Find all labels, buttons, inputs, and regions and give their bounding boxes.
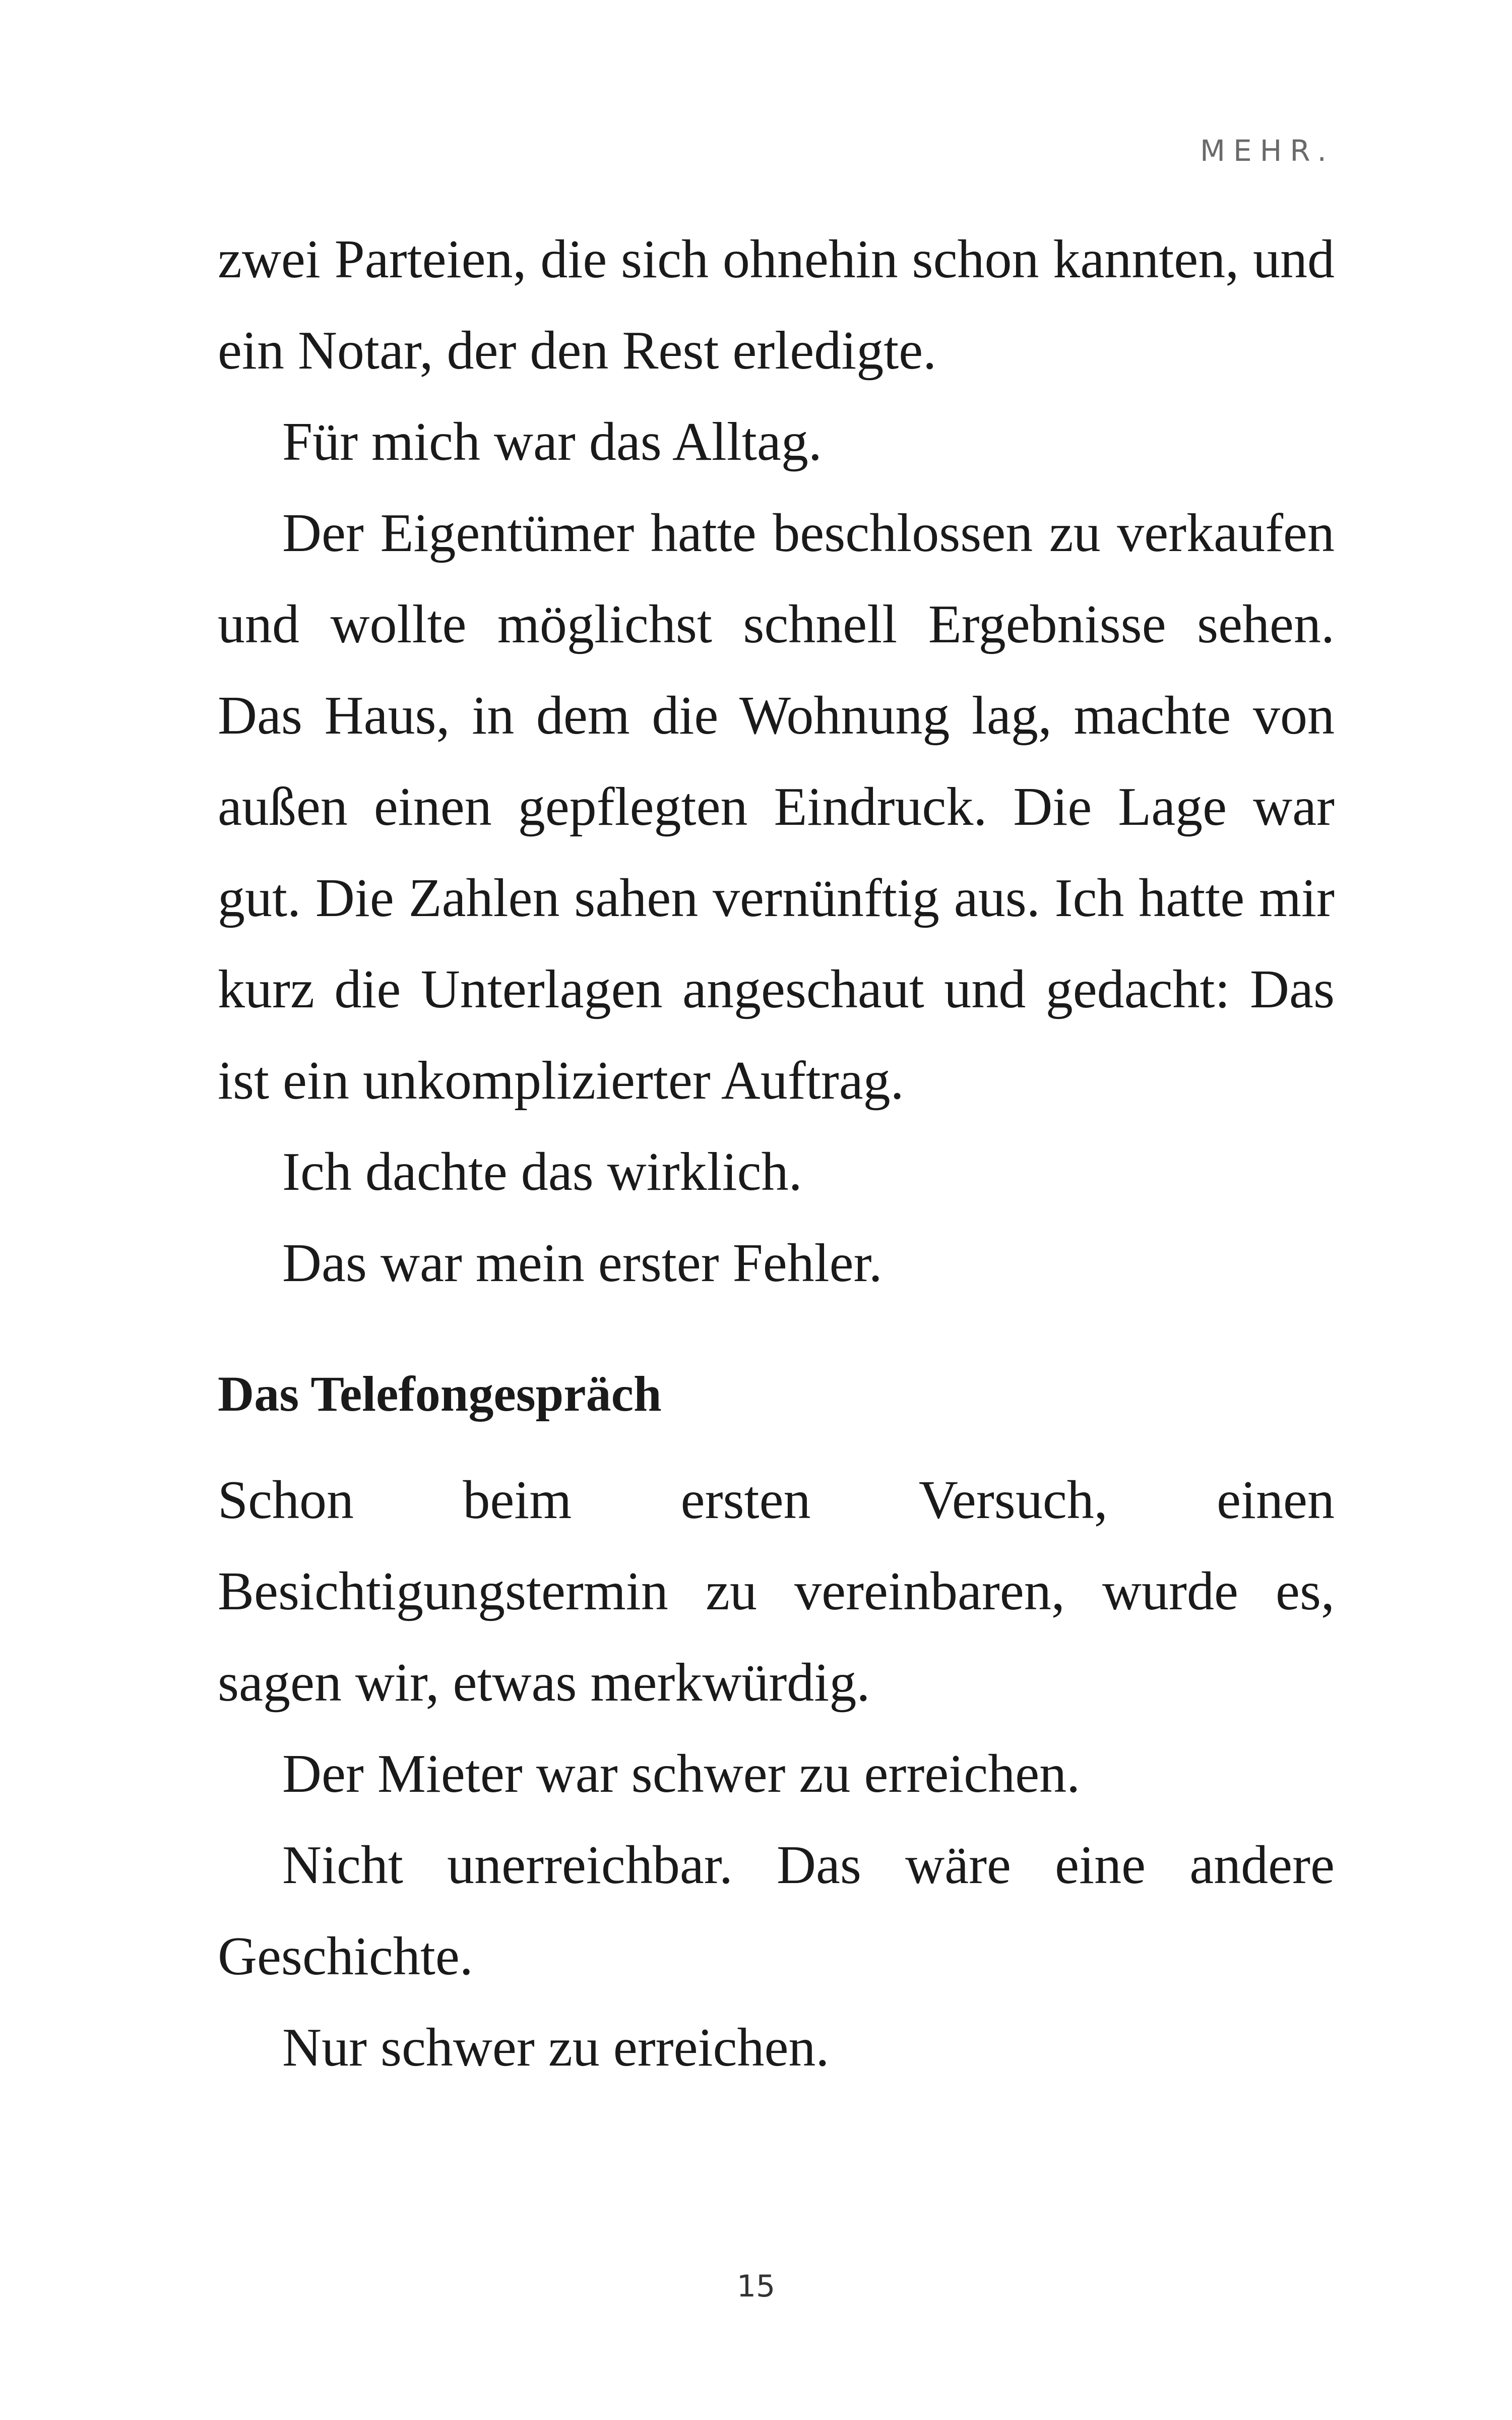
- paragraph: Schon beim ersten Versuch, einen Besichtigungstermin zu vereinbaren, wurde es, sagen wir, etwas merkwürdig.: [218, 1470, 1335, 1713]
- paragraph: Ich dachte das wirklich.: [282, 1142, 802, 1202]
- body-text: [218, 214, 1335, 2093]
- paragraph: Der Mieter war schwer zu erreichen.: [282, 1744, 1081, 1804]
- paragraph: Das war mein erster Fehler.: [282, 1233, 883, 1293]
- paragraph: zwei Parteien, die sich ohnehin schon kannten, und ein Notar, der den Rest erledigte.: [218, 229, 1335, 381]
- paragraph: Der Eigentümer hatte beschlossen zu verkaufen und wollte möglichst schnell Ergebnisse sehen. Das Haus, in dem die Wohnung lag, machte von außen einen gepflegten Eindruck. Die Lage war gut. Die Zahlen sahen vernünftig aus. Ich hatte mir kurz die Unterlagen angeschaut und gedacht: Das ist ein unkomplizierter Auftrag.: [218, 503, 1335, 1111]
- paragraph: Für mich war das Alltag.: [282, 412, 822, 472]
- paragraph: Nur schwer zu erreichen.: [282, 2018, 830, 2078]
- running-header: MEHR.: [1200, 134, 1335, 168]
- section-heading: Das Telefongespräch: [218, 1366, 662, 1422]
- paragraph: Nicht unerreichbar. Das wäre eine andere Geschichte.: [218, 1835, 1335, 1986]
- page-number: 15: [736, 2269, 776, 2304]
